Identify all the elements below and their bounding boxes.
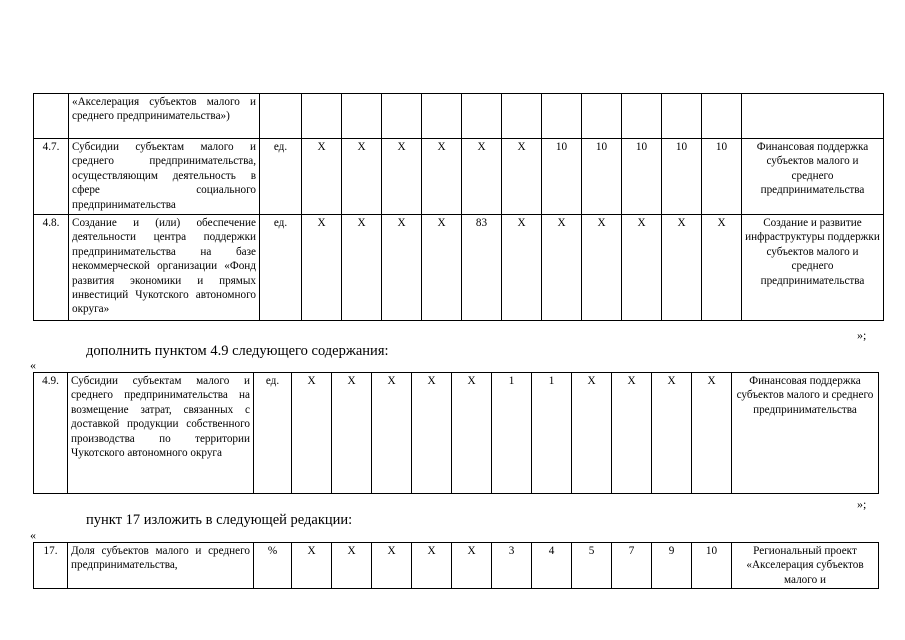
value-cell xyxy=(382,94,422,139)
value-cell: X xyxy=(372,373,412,494)
closing-quote-mark: »; xyxy=(857,497,867,511)
value-cell: 4 xyxy=(532,543,572,589)
row-number: 4.9. xyxy=(34,373,68,494)
value-cell: 10 xyxy=(702,139,742,215)
row-number: 4.8. xyxy=(34,215,69,321)
description-cell xyxy=(742,94,884,139)
value-cell: X xyxy=(422,215,462,321)
value-cell xyxy=(622,94,662,139)
value-cell xyxy=(662,94,702,139)
unit-cell: ед. xyxy=(260,139,302,215)
table-row xyxy=(34,543,879,589)
value-cell: 5 xyxy=(572,543,612,589)
amendment-paragraph: дополнить пунктом 4.9 следующего содержания: xyxy=(86,343,389,359)
value-cell: X xyxy=(292,543,332,589)
unit-cell xyxy=(260,94,302,139)
value-cell: X xyxy=(412,543,452,589)
value-cell: X xyxy=(502,215,542,321)
value-cell: X xyxy=(382,215,422,321)
value-cell: X xyxy=(302,215,342,321)
value-cell: 3 xyxy=(492,543,532,589)
table-row xyxy=(34,373,879,494)
value-cell: X xyxy=(332,373,372,494)
value-cell: X xyxy=(452,543,492,589)
unit-cell: ед. xyxy=(260,215,302,321)
value-cell: X xyxy=(692,373,732,494)
value-cell: X xyxy=(422,139,462,215)
value-cell: X xyxy=(662,215,702,321)
value-cell: X xyxy=(332,543,372,589)
value-cell: 7 xyxy=(612,543,652,589)
row-number: 4.7. xyxy=(34,139,69,215)
value-cell: X xyxy=(292,373,332,494)
amendment-paragraph: пункт 17 изложить в следующей редакции: xyxy=(86,512,353,528)
value-cell: 10 xyxy=(662,139,702,215)
value-cell: 9 xyxy=(652,543,692,589)
value-cell xyxy=(542,94,582,139)
value-cell: X xyxy=(702,215,742,321)
indicator-name: «Акселерация субъектов малого и среднего предпринимательства») xyxy=(69,94,260,139)
value-cell: X xyxy=(462,139,502,215)
value-cell: X xyxy=(652,373,692,494)
opening-quote-mark: « xyxy=(30,358,36,372)
table-row xyxy=(34,215,884,321)
table-row xyxy=(34,94,884,139)
value-cell xyxy=(502,94,542,139)
unit-cell: % xyxy=(254,543,292,589)
value-cell: X xyxy=(412,373,452,494)
row-number xyxy=(34,94,69,139)
value-cell: 10 xyxy=(692,543,732,589)
table-row xyxy=(34,139,884,215)
indicator-name: Субсидии субъектам малого и среднего предпринимательства на возмещение затрат, связанных с доставкой продукции собственного производства по территории Чукотского автономного округа xyxy=(68,373,254,494)
description-cell: Финансовая поддержка субъектов малого и среднего предпринимательства xyxy=(732,373,879,494)
value-cell: X xyxy=(572,373,612,494)
value-cell xyxy=(342,94,382,139)
indicators-table-item-17 xyxy=(33,542,879,589)
value-cell xyxy=(582,94,622,139)
value-cell: X xyxy=(382,139,422,215)
value-cell: X xyxy=(612,373,652,494)
value-cell: X xyxy=(582,215,622,321)
value-cell: 83 xyxy=(462,215,502,321)
closing-quote-mark: »; xyxy=(857,328,867,342)
value-cell xyxy=(702,94,742,139)
value-cell: 1 xyxy=(532,373,572,494)
value-cell xyxy=(422,94,462,139)
value-cell: X xyxy=(502,139,542,215)
value-cell: 1 xyxy=(492,373,532,494)
description-cell: Создание и развитие инфраструктуры поддержки субъектов малого и среднего предпринимательства xyxy=(742,215,884,321)
value-cell: 10 xyxy=(582,139,622,215)
value-cell xyxy=(462,94,502,139)
indicator-name: Субсидии субъектам малого и среднего предпринимательства, осуществляющим деятельность в сфере социального предпринимательства xyxy=(69,139,260,215)
indicators-table-continued xyxy=(33,93,884,321)
description-cell: Финансовая поддержка субъектов малого и среднего предпринимательства xyxy=(742,139,884,215)
value-cell xyxy=(302,94,342,139)
row-number: 17. xyxy=(34,543,68,589)
value-cell: X xyxy=(372,543,412,589)
value-cell: X xyxy=(542,215,582,321)
description-cell: Региональный проект «Акселерация субъектов малого и xyxy=(732,543,879,589)
value-cell: X xyxy=(452,373,492,494)
opening-quote-mark: « xyxy=(30,528,36,542)
value-cell: X xyxy=(342,215,382,321)
unit-cell: ед. xyxy=(254,373,292,494)
indicator-name: Создание и (или) обеспечение деятельности центра поддержки предпринимательства на базе некоммерческой организации «Фонд развития экономики и прямых инвестиций Чукотского автономного округа» xyxy=(69,215,260,321)
value-cell: 10 xyxy=(622,139,662,215)
value-cell: X xyxy=(622,215,662,321)
value-cell: X xyxy=(342,139,382,215)
value-cell: 10 xyxy=(542,139,582,215)
value-cell: X xyxy=(302,139,342,215)
indicator-name: Доля субъектов малого и среднего предпринимательства, xyxy=(68,543,254,589)
indicators-table-item-4-9 xyxy=(33,372,879,494)
